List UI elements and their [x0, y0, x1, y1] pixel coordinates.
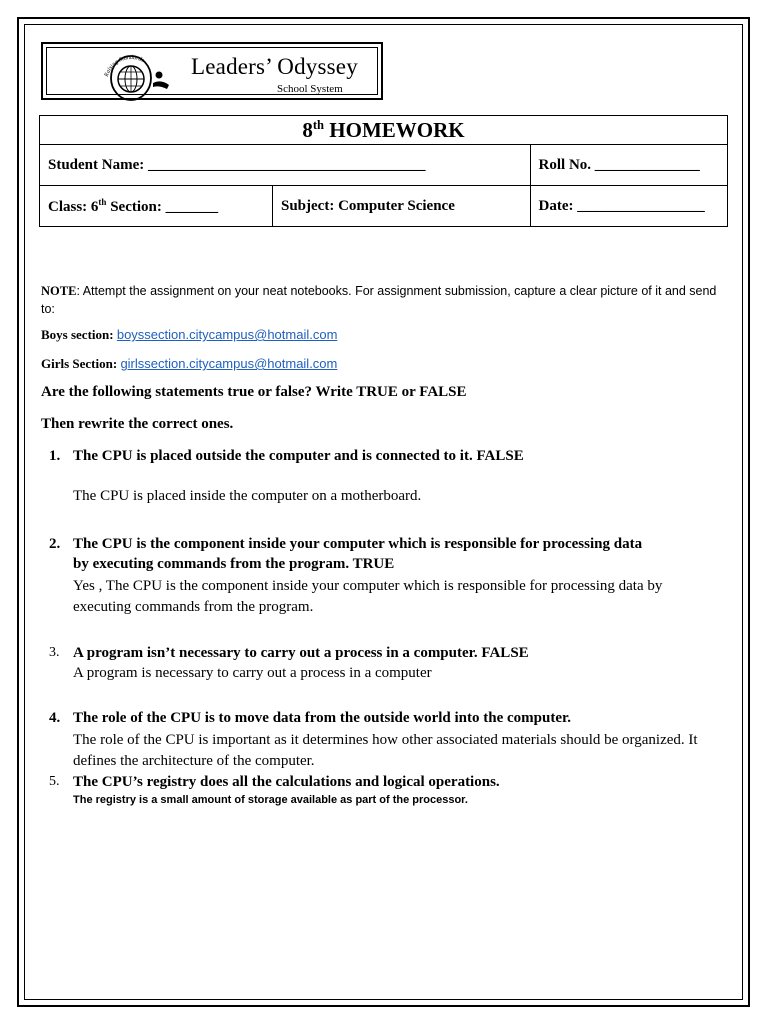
student-name-field[interactable]: Student Name: _____________________________________	[40, 145, 531, 186]
answer-1: The CPU is placed inside the computer on a motherboard.	[73, 488, 422, 504]
note-label: NOTE	[41, 284, 77, 298]
question-number: 3.	[49, 645, 60, 660]
logo-title: Leaders’ Odyssey	[191, 54, 358, 79]
note-paragraph	[41, 282, 731, 318]
question-number: 5.	[49, 774, 60, 789]
question-number: 2.	[49, 536, 61, 552]
instruction-line-2: Then rewrite the correct ones.	[41, 416, 234, 432]
logo-inner-border	[46, 47, 378, 95]
question-3	[49, 643, 739, 663]
question-number: 1.	[49, 448, 61, 464]
question-4	[49, 708, 739, 728]
girls-section-label: Girls Section:	[41, 356, 118, 371]
question-1	[49, 446, 739, 466]
answer-5: The registry is a small amount of storage available as part of the processor.	[73, 794, 468, 806]
answer-2: Yes , The CPU is the component inside your computer which is responsible for processing data by executing commands from the program.	[73, 578, 663, 615]
homework-word: HOMEWORK	[324, 117, 465, 142]
answer-4: The role of the CPU is important as it determines how other associated materials should be organized. It defines the architecture of the computer.	[73, 732, 698, 769]
class-label: Class: 6	[48, 198, 99, 215]
instruction-line-1: Are the following statements true or false? Write TRUE or FALSE	[41, 384, 467, 400]
question-number: 4.	[49, 710, 61, 726]
boys-section-line	[41, 327, 337, 343]
school-logo	[41, 42, 383, 100]
date-field[interactable]: Date: _________________	[530, 186, 727, 227]
question-2	[49, 534, 659, 574]
globe-emblem-icon	[97, 49, 179, 101]
question-text: The role of the CPU is to move data from the outside world into the computer.	[73, 710, 572, 726]
question-text: The CPU is the component inside your computer which is responsible for processing data by executing commands from the program. TRUE	[73, 536, 643, 572]
note-text: : Attempt the assignment on your neat notebooks. For assignment submission, capture a clear picture of it and send to:	[41, 284, 717, 316]
homework-header-table	[39, 115, 728, 227]
girls-email-link[interactable]: girlssection.citycampus@hotmail.com	[120, 356, 338, 371]
section-label: Section: _______	[106, 198, 219, 215]
boys-email-link[interactable]: boyssection.citycampus@hotmail.com	[116, 327, 338, 342]
girls-section-line	[41, 356, 337, 372]
subject-field: Subject: Computer Science	[273, 186, 531, 227]
question-text: The CPU is placed outside the computer and is connected to it. FALSE	[73, 448, 524, 464]
homework-title	[40, 116, 728, 145]
answer-3: A program is necessary to carry out a process in a computer	[73, 665, 432, 681]
question-5	[49, 772, 739, 792]
roll-no-field[interactable]: Roll No. ______________	[530, 145, 727, 186]
question-text: The CPU’s registry does all the calculations and logical operations.	[73, 774, 500, 790]
question-text: A program isn’t necessary to carry out a process in a computer. FALSE	[73, 645, 529, 661]
logo-arc-text: Raising Standards	[103, 54, 145, 78]
boys-section-label: Boys section:	[41, 327, 114, 342]
class-section-field[interactable]	[40, 186, 273, 227]
homework-number: 8	[302, 117, 313, 142]
class-ordinal: th	[98, 196, 107, 207]
logo-subtitle: School System	[277, 83, 343, 95]
homework-ordinal: th	[312, 117, 325, 132]
